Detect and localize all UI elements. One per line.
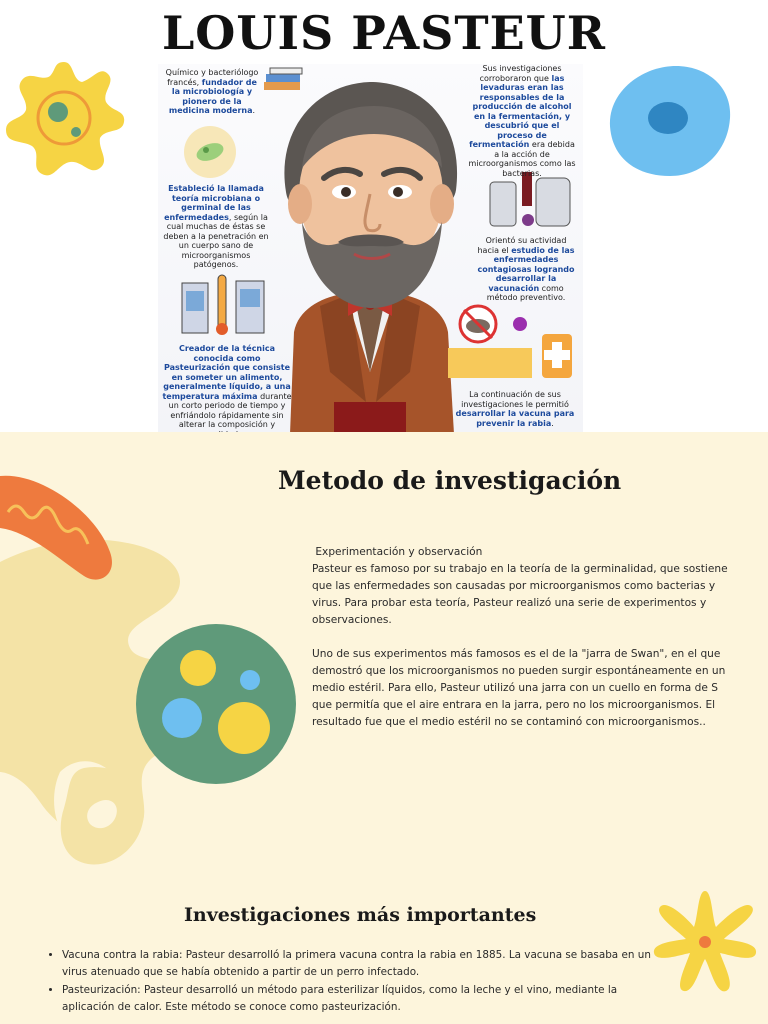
yellow-germ-icon (2, 56, 126, 180)
info-block-pasteurization: Creador de la técnica conocida como Pasteurización que consiste en someter un alimento, generalmente líquido, a una temperatura máxima durante un corto periodo de tiempo y enfriándolo rápidamente sin alterar la composición y (162, 344, 292, 429)
section-title-research: Investigaciones más importantes (184, 904, 537, 926)
content-section (0, 432, 768, 1024)
info-block-vaccination: Orientó su actividad hacia el estudio de las enfermedades contagiosas logrando desarrollar la vacunación como método preventivo. (477, 236, 575, 302)
green-germ-icon (134, 622, 298, 786)
virus-and-vaccine-icon (448, 304, 578, 384)
info-block-fermentation: Sus investigaciones corroboraron que las levaduras eran las responsables de la producción de alcohol en la fermentación, y descubrió que el proceso de fermentación era debida a la acción de microorganismos como las bacterias. (468, 64, 576, 178)
research-list (48, 947, 672, 1017)
blue-germ-icon (606, 62, 734, 180)
books-icon (262, 66, 306, 96)
bacteria-circle-icon (182, 124, 238, 180)
list-item: • Vacuna contra la rabia: Pasteur desarrolló la primera vacuna contra la rabia en 1885. La vacuna se basaba en un virus atenuado que se había obtenido a partir de un perro infectado. (62, 947, 672, 981)
info-block-rabies: La continuación de sus investigaciones le permitió desarrollar la vacuna para prevenir la rabia. (455, 390, 575, 428)
method-paragraph-2: Uno de sus experimentos más famosos es el de la "jarra de Swan", en el que demostró que los microorganismos no pueden surgir espontáneamente en un medio estéril. Para ello, Pasteur utilizó una jarra con un cuello en forma de S que permitía que el aire entrara en la jarra, pero no los microorganismos. El resultado fue que el medio estéril no se contaminó con microorganismos.. (312, 648, 726, 728)
page-title: LOUIS PASTEUR (161, 6, 607, 60)
info-block-germ-theory: Estableció la llamada teoría microbiana o germinal de las enfermedades, según la cual muchas de éstas se deben a la penetración en un cuerpo sano de microorganismos patógenos. (163, 184, 269, 269)
method-paragraph-1: Pasteur es famoso por su trabajo en la teoría de la germinalidad, que sostiene que las enfermedades son causadas por microorganismos como bacterias y virus. Para probar esta teoría, Pasteur realizó una serie de experimentos y observaciones. (312, 563, 728, 626)
header-section (0, 0, 768, 432)
section-title-method: Metodo de investigación (278, 466, 622, 495)
pasteurization-machine-icon (178, 269, 270, 337)
method-subheading: Experimentación y observación (312, 546, 483, 558)
method-body (312, 544, 732, 731)
info-block-chemist: Químico y bacteriólogo francés, fundador de la microbiología y pionero de la medicina moderna. (165, 68, 259, 115)
pasteur-infographic (158, 64, 583, 432)
list-item: • Pasteurización: Pasteur desarrolló un método para esterilizar líquidos, como la leche y el vino, mediante la aplicación de calor. Este método se conoce como pasteurización. (62, 982, 672, 1016)
orange-bacillus-icon (0, 472, 120, 592)
